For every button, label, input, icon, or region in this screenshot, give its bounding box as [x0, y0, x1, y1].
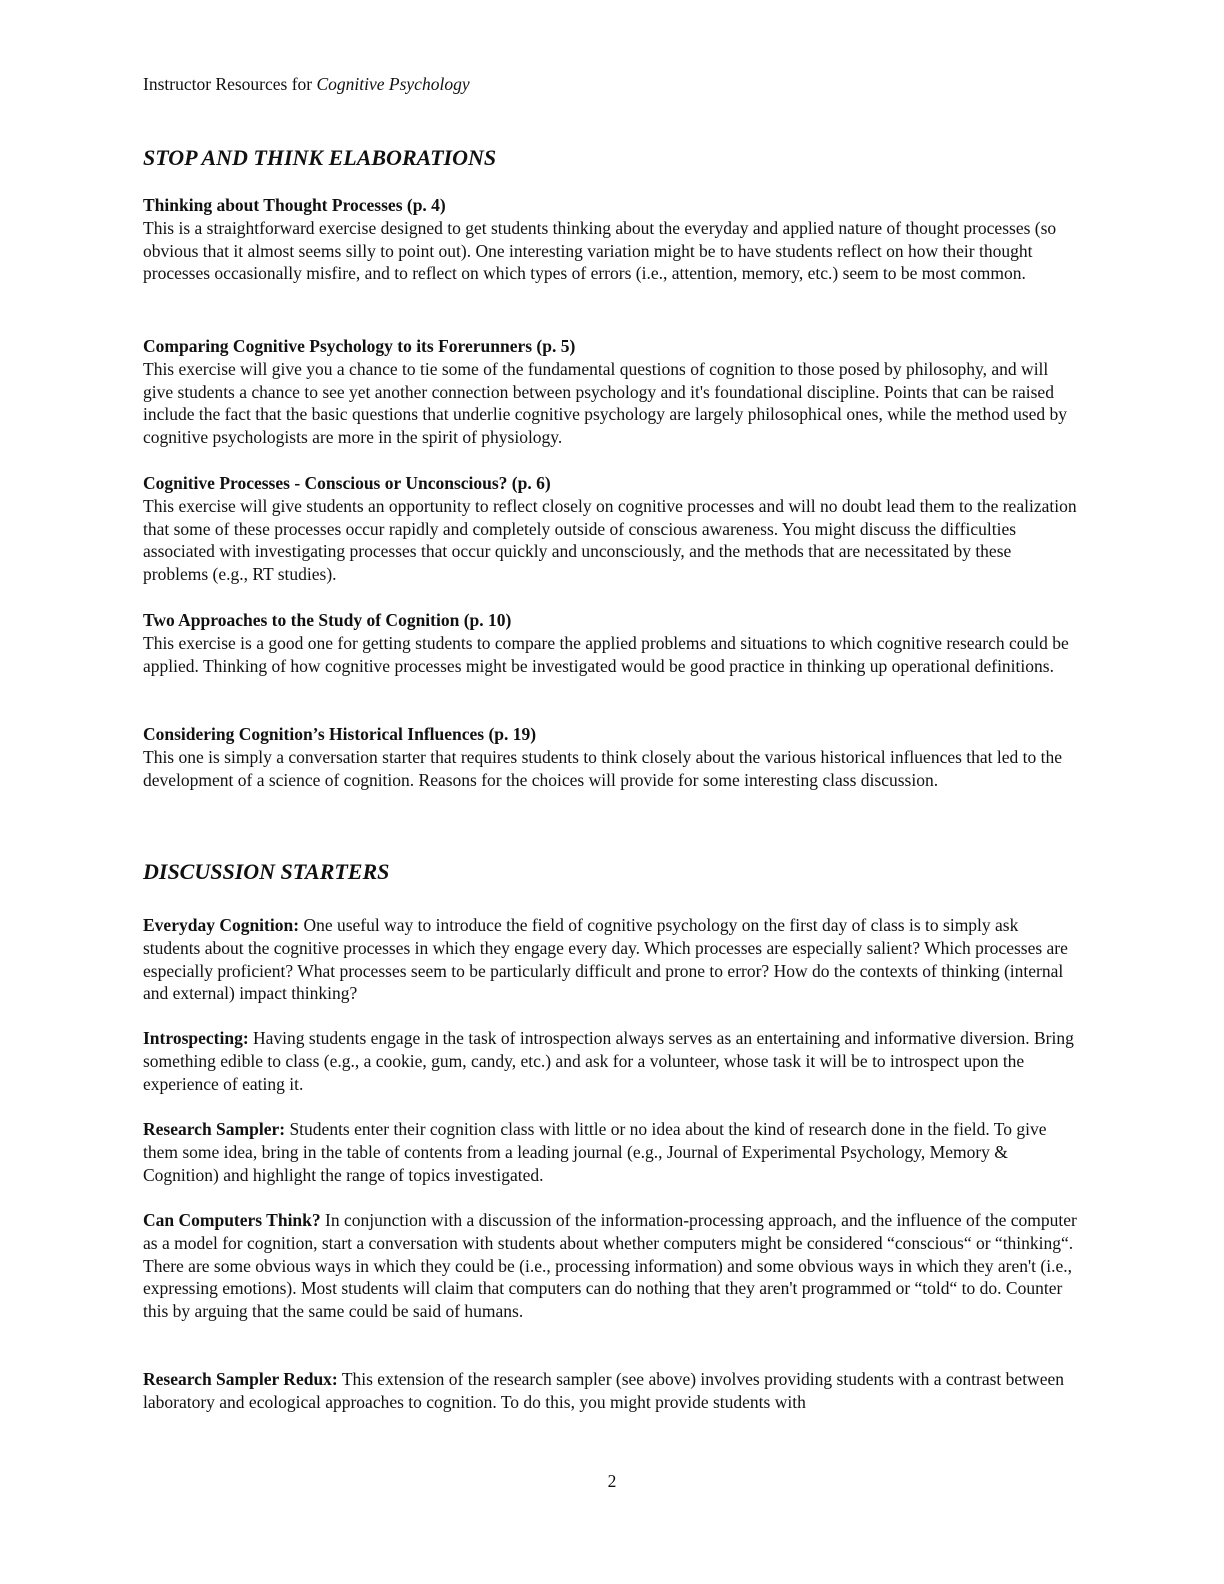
page-number: 2	[607, 1471, 617, 1491]
elaboration-body: This is a straightforward exercise designed to get students thinking about the everyday and applied nature of thought processes (so obvious that it almost seems silly to point out). One interesting variation might be to have students reflect on how their thought processes occasionally misfire, and to reflect on which types of errors (i.e., attention, memory, etc.) seem to be most common.	[143, 217, 1057, 284]
elaboration-body: This exercise will give students an opportunity to reflect closely on cognitive processes and will no doubt lead them to the realization that some of these processes occur rapidly and completely outside of conscious awareness. You might discuss the difficulties associated with investigating processes that occur quickly and unconsciously, and the methods that are necessitated by these problems (e.g., RT studies).	[143, 495, 1077, 585]
discussion-term: Research Sampler Redux:	[143, 1369, 338, 1389]
elaboration-title: Cognitive Processes - Conscious or Unconscious? (p. 6)	[143, 473, 551, 493]
discussion-term: Everyday Cognition:	[143, 915, 300, 935]
elaboration-entry	[143, 472, 1078, 586]
elaboration-entry	[143, 609, 1078, 677]
elaboration-entry	[143, 194, 1078, 285]
discussion-term: Research Sampler:	[143, 1119, 286, 1139]
elaboration-title: Comparing Cognitive Psychology to its Forerunners (p. 5)	[143, 336, 576, 356]
discussion-term: Can Computers Think?	[143, 1210, 321, 1230]
elaboration-body: This exercise is a good one for getting students to compare the applied problems and situations to which cognitive research could be applied. Thinking of how cognitive processes might be investigated would be good practice in thinking up operational definitions.	[143, 632, 1069, 676]
discussion-body: Having students engage in the task of introspection always serves as an entertaining and informative diversion. Bring something edible to class (e.g., a cookie, gum, candy, etc.) and ask for a volunteer, whose task it will be to introspect upon the experience of eating it.	[143, 1028, 1074, 1094]
discussion-body: One useful way to introduce the field of cognitive psychology on the first day of class is to simply ask students about the cognitive processes in which they engage every day. Which processes are especially salient? Which processes are especially proficient? What processes seem to be particularly difficult and prone to error? How do the contexts of thinking (internal and external) impact thinking?	[143, 915, 1068, 1004]
running-header-book-title: Cognitive Psychology	[316, 74, 470, 94]
elaboration-body: This one is simply a conversation starter that requires students to think closely about the various historical influences that led to the development of a science of cognition. Reasons for the choices will provide for some interesting class discussion.	[143, 746, 1063, 790]
elaboration-title: Thinking about Thought Processes (p. 4)	[143, 195, 446, 215]
discussion-entry	[143, 914, 1078, 1005]
discussion-body: Students enter their cognition class with little or no idea about the kind of research done in the field. To give them some idea, bring in the table of contents from a leading journal (e.g., Journal of Experimental Psychology, Memory & Cognition) and highlight the range of topics investigated.	[143, 1119, 1047, 1185]
section-heading-stop-and-think: STOP AND THINK ELABORATIONS	[143, 145, 497, 170]
running-header	[143, 72, 470, 96]
elaboration-body: This exercise will give you a chance to tie some of the fundamental questions of cognition to those posed by philosophy, and will give students a chance to see yet another connection between psychology and it's foundational discipline. Points that can be raised include the fact that the basic questions that underlie cognitive psychology are largely philosophical ones, while the method used by cognitive psychologists are more in the spirit of physiology.	[143, 358, 1068, 448]
discussion-entry	[143, 1027, 1078, 1095]
elaboration-title: Considering Cognition’s Historical Influences (p. 19)	[143, 724, 537, 744]
section-heading-discussion-starters: DISCUSSION STARTERS	[143, 859, 390, 884]
discussion-body: This extension of the research sampler (see above) involves providing students with a contrast between laboratory and ecological approaches to cognition. To do this, you might provide students with	[143, 1369, 1064, 1412]
discussion-body: In conjunction with a discussion of the information-processing approach, and the influence of the computer as a model for cognition, start a conversation with students about whether computers might be considered “conscious“ or “thinking“. There are some obvious ways in which they could be (i.e., processing information) and some obvious ways in which they aren't (i.e., expressing emotions). Most students will claim that computers can do nothing that they aren't programmed or “told“ to do. Counter this by arguing that the same could be said of humans.	[143, 1210, 1077, 1322]
running-header-prefix: Instructor Resources for	[143, 74, 317, 94]
discussion-term: Introspecting:	[143, 1028, 249, 1048]
elaboration-title: Two Approaches to the Study of Cognition (p. 10)	[143, 610, 512, 630]
elaboration-entry	[143, 335, 1078, 449]
discussion-entry	[143, 1118, 1078, 1186]
discussion-entry	[143, 1368, 1078, 1414]
discussion-entry	[143, 1209, 1078, 1323]
elaboration-entry	[143, 723, 1078, 791]
